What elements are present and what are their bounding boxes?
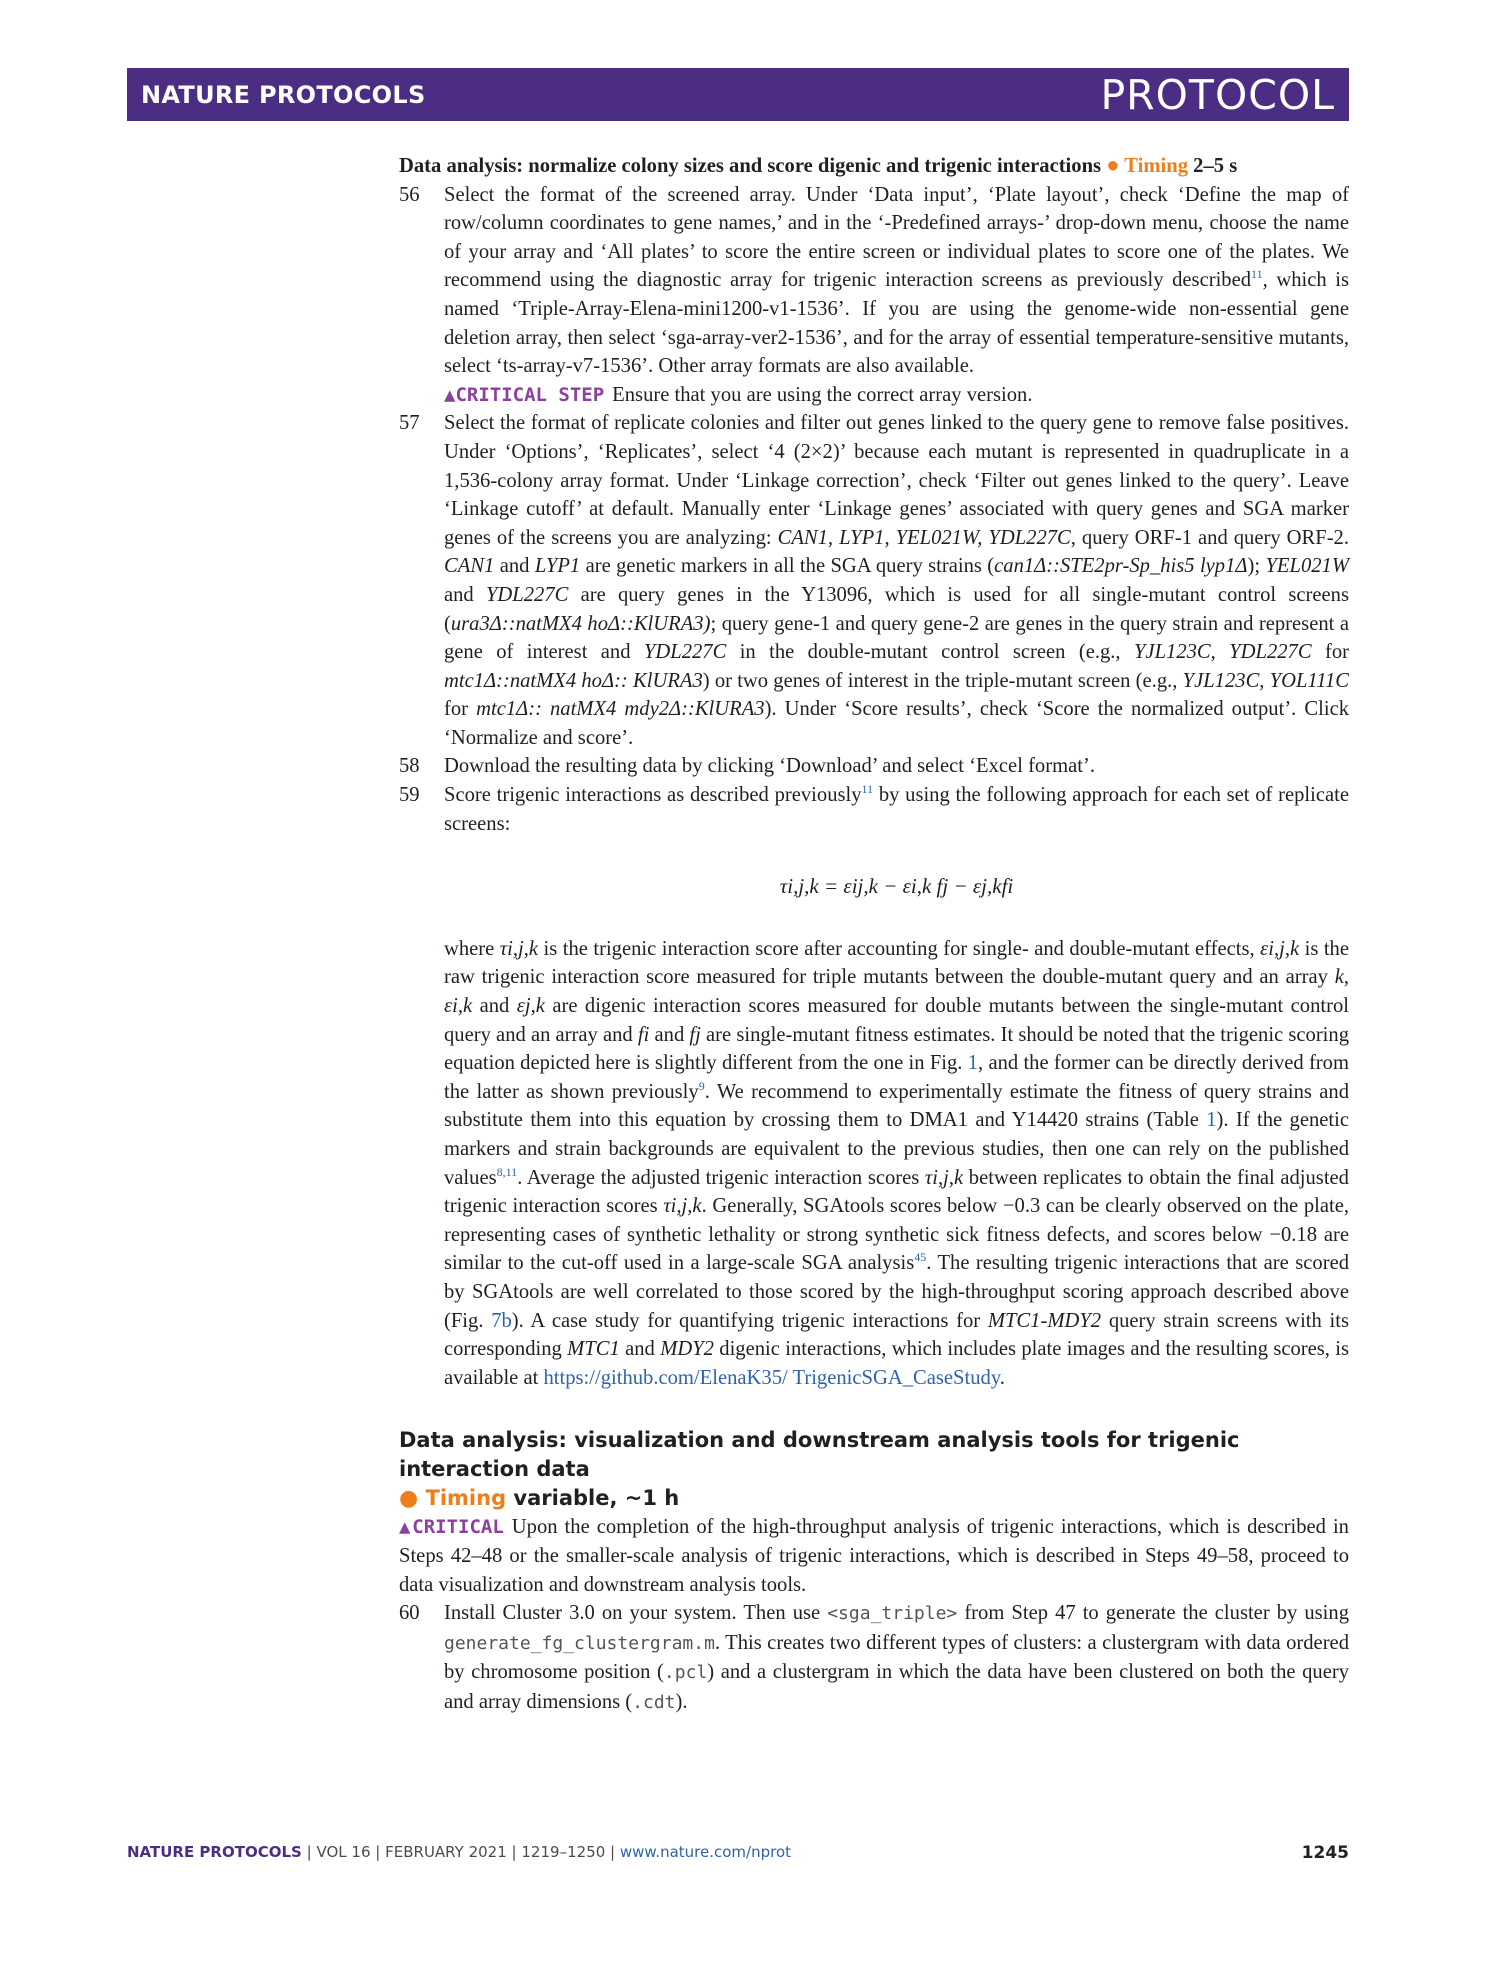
- section-heading-visualization: Data analysis: visualization and downstream analysis tools for trigenic interaction data ● Timing variable, ~1 h: [399, 1428, 1240, 1512]
- journal-name: NATURE PROTOCOLS: [141, 80, 426, 109]
- journal-url-link[interactable]: www.nature.com/nprot: [619, 1843, 792, 1861]
- warning-triangle-icon: ▲: [399, 1516, 413, 1539]
- page-footer: [127, 1843, 1349, 1863]
- page-header: [127, 68, 1349, 121]
- page-number: 1245: [1301, 1843, 1349, 1863]
- main-content: [399, 151, 1349, 1718]
- warning-triangle-icon: ▲: [444, 383, 456, 406]
- github-link[interactable]: https://github.com/ElenaK35/ TrigenicSGA_CaseStudy: [543, 1366, 1000, 1389]
- footer-citation: NATURE PROTOCOLS | VOL 16 | FEBRUARY 2021 | 1219–1250 | www.nature.com/nprot: [127, 1843, 792, 1861]
- reference-link[interactable]: 9: [698, 1078, 705, 1093]
- step-59: 59 Score trigenic interactions as described previously$^{11}$ by using the following approach for each set of replicate screens:: [399, 782, 1349, 835]
- section-heading-normalize: Data analysis: normalize colony sizes and score digenic and trigenic interactions ● Timing 2–5 s: [399, 152, 1238, 177]
- figure-link[interactable]: 1: [967, 1052, 979, 1075]
- timing-dot-icon: ●: [399, 1486, 419, 1512]
- reference-link[interactable]: 11: [861, 782, 874, 797]
- timing-dot-icon: ●: [1106, 152, 1120, 177]
- critical-note: ▲CRITICAL Upon the completion of the high-throughput analysis of trigenic interactions, which is described in Steps 42–48 or the smaller-scale analysis of trigenic interactions, which is described in Steps 49–58, proceed to data visualization and downstream analysis tools.: [399, 1516, 1349, 1596]
- trigenic-score-equation: τi,j,k = εij,k − εi,k fj − εj,kfi: [779, 874, 1014, 899]
- table-link[interactable]: 1: [1206, 1109, 1217, 1132]
- step-57: 57 Select the format of replicate colonies and filter out genes linked to the query gene to remove false positives. Under ‘Options’, ‘Replicates’, select ‘4 (2×2)’ because each mutant is represented in quadruplicate in a 1,536-colony array format. Under ‘Linkage correction’, check ‘Filter out genes linked to the query’. Leave ‘Linkage cutoff’ at default. Manually enter ‘Linkage genes’ associated with query genes and SGA marker genes of the screens you are analyzing: CAN1, LYP1, YEL021W, YDL227C, query ORF-1 and query ORF-2. CAN1 and LYP1 are genetic markers in all the SGA query strains (can1Δ::STE2pr-Sp_his5 lyp1Δ); YEL021W and YDL227C are query genes in the Y13096, which is used for all single-mutant control screens (ura3Δ::natMX4 hoΔ::KlURA3); query gene-1 and query gene-2 are genes in the query strain and represent a gene of interest and YDL227C in the double-mutant control screen (e.g., YJL123C, YDL227C for mtc1Δ::natMX4 hoΔ:: KlURA3) or two genes of interest in the triple-mutant screen (e.g., YJL123C, YOL111C for mtc1Δ:: natMX4 mdy2Δ::KlURA3). Under ‘Score results’, check ‘Score the normalized output’. Click ‘Normalize and score’.: [399, 412, 1350, 749]
- figure-link[interactable]: 7b: [491, 1309, 512, 1332]
- step-60: 60 Install Cluster 3.0 on your system. Then use <sga_triple> from Step 47 to generate the cluster by using generate_fg_clustergram.m. This creates two different types of clusters: a clustergram with data ordered by chromosome position (.pcl) and a clustergram in which the data have been clustered on both the query and array dimensions (.cdt).: [399, 1602, 1349, 1713]
- article-type: PROTOCOL: [1100, 70, 1335, 119]
- reference-link[interactable]: 45: [914, 1250, 927, 1265]
- reference-link[interactable]: 8,11: [496, 1164, 518, 1179]
- critical-step-note: ▲CRITICAL STEP Ensure that you are using the correct array version.: [444, 383, 1033, 406]
- step-56: 56 Select the format of the screened array. Under ‘Data input’, ‘Plate layout’, check ‘Define the map of row/column coordinates to gene names,’ and in the ‘-Predefined arrays-’ drop-down menu, choose the name of your array and ‘All plates’ to score the entire screen or individual plates to score one of the plates. We recommend using the diagnostic array for trigenic interaction screens as previously described$^{11}$, which is named ‘Triple-Array-Elena-mini1200-v1-1536’. If you are using the genome-wide non-essential gene deletion array, then select ‘sga-array-ver2-1536’, and for the array of essential temperature-sensitive mutants, select ‘ts-array-v7-1536’. Other array formats are also available.: [399, 183, 1349, 378]
- equation-explanation: where τi,j,k is the trigenic interaction score after accounting for single- and double-mutant effects, εi,j,k is the raw trigenic interaction score measured for triple mutants between the double-mutant query and an array k, εi,k and εj,k are digenic interaction scores measured for double mutants between the single-mutant control query and an array and fi and fj are single-mutant fitness estimates. It should be noted that the trigenic scoring equation depicted here is slightly different from the one in Fig. 1, and the former can be directly derived from the latter as shown previously$^9$. We recommend to experimentally estimate the fitness of query strains and substitute them into this equation by crossing them to DMA1 and Y14420 strains (Table 1). If the genetic markers and strain backgrounds are equivalent to the previous studies, then one can rely on the published values$^{8,11}$. Average the adjusted trigenic interaction scores τi,j,k between replicates to obtain the final adjusted trigenic interaction scores τi,j,k. Generally, SGAtools scores below −0.3 can be clearly observed on the plate, representing cases of synthetic lethality or strong synthetic sick fitness defects, and scores below −0.18 are similar to the cut-off used in a large-scale SGA analysis$^{45}$. The resulting trigenic interactions that are scored by SGAtools are well correlated to those scored by the high-throughput scoring approach described above (Fig. 7b). A case study for quantifying trigenic interactions for MTC1-MDY2 query strain screens with its corresponding MTC1 and MDY2 digenic interactions, which includes plate images and the resulting scores, is available at https://github.com/ElenaK35/ TrigenicSGA_CaseStudy.: [444, 937, 1350, 1389]
- step-58: 58 Download the resulting data by clicking ‘Download’ and select ‘Excel format’.: [399, 755, 1095, 778]
- reference-link[interactable]: 11: [1251, 267, 1263, 282]
